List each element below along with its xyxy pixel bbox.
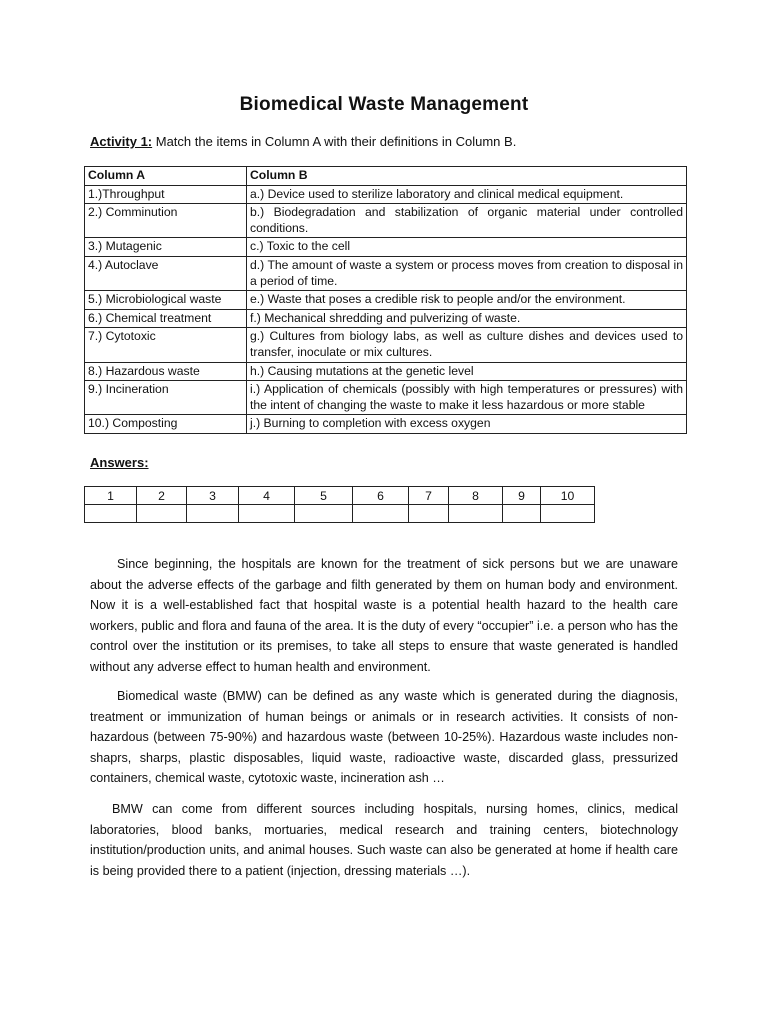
answer-number: 7 — [409, 487, 449, 505]
column-a-header: Column A — [85, 167, 247, 186]
answer-blank-cell[interactable] — [541, 505, 595, 523]
table-header-row — [85, 167, 687, 186]
answers-label: Answers: — [90, 455, 149, 470]
activity-instruction — [90, 134, 516, 149]
answer-blank-cell[interactable] — [295, 505, 353, 523]
table-row — [85, 362, 687, 381]
table-row — [85, 328, 687, 362]
table-row — [85, 415, 687, 434]
definition-cell: i.) Application of chemicals (possibly with high temperatures or pressures) with the intent of changing the waste to make it less hazardous or more stable — [247, 381, 687, 415]
answer-number: 4 — [239, 487, 295, 505]
term-cell: 2.) Comminution — [85, 204, 247, 238]
term-cell: 6.) Chemical treatment — [85, 309, 247, 328]
term-cell: 10.) Composting — [85, 415, 247, 434]
term-cell: 7.) Cytotoxic — [85, 328, 247, 362]
answer-blank-cell[interactable] — [409, 505, 449, 523]
table-row — [85, 381, 687, 415]
answer-number: 10 — [541, 487, 595, 505]
answer-number: 6 — [353, 487, 409, 505]
term-cell: 3.) Mutagenic — [85, 238, 247, 257]
answer-number: 9 — [503, 487, 541, 505]
term-cell: 1.)Throughput — [85, 185, 247, 204]
table-row — [85, 309, 687, 328]
matching-table — [84, 166, 687, 434]
answer-blank-cell[interactable] — [353, 505, 409, 523]
table-row — [85, 291, 687, 310]
answer-number: 1 — [85, 487, 137, 505]
term-cell: 9.) Incineration — [85, 381, 247, 415]
answer-number: 2 — [137, 487, 187, 505]
activity-label: Activity 1: — [90, 134, 153, 149]
answer-blank-cell[interactable] — [503, 505, 541, 523]
table-row — [85, 185, 687, 204]
answers-number-row — [85, 487, 595, 505]
answer-blank-cell[interactable] — [137, 505, 187, 523]
body-paragraph: BMW can come from different sources including hospitals, nursing homes, clinics, medical laboratories, blood banks, mortuaries, medical research and training centers, biotechnology institution/production units, and animal houses. Such waste can also be generated at home if health care is being provided there to a patient (injection, dressing materials …). — [90, 802, 678, 878]
definition-cell: e.) Waste that poses a credible risk to people and/or the environment. — [247, 291, 687, 310]
term-cell: 4.) Autoclave — [85, 256, 247, 290]
column-b-header: Column B — [247, 167, 687, 186]
body-paragraph: Since beginning, the hospitals are known for the treatment of sick persons but we are unaware about the adverse effects of the garbage and filth generated by them on human body and environment. Now it is a well-established fact that hospital waste is a potential health hazard to the health care workers, public and flora and fauna of the area. It is the duty of every “occupier” i.e. a person who has the control over the institution or its premises, to take all steps to ensure that waste generated is handled without any adverse effect to human health and environment. — [90, 557, 678, 674]
definition-cell: d.) The amount of waste a system or process moves from creation to disposal in a period of time. — [247, 256, 687, 290]
answer-blank-cell[interactable] — [239, 505, 295, 523]
answer-blank-cell[interactable] — [187, 505, 239, 523]
definition-cell: h.) Causing mutations at the genetic level — [247, 362, 687, 381]
answer-blank-cell[interactable] — [449, 505, 503, 523]
document-title: Biomedical Waste Management — [239, 94, 529, 115]
answer-number: 8 — [449, 487, 503, 505]
definition-cell: b.) Biodegradation and stabilization of organic material under controlled conditions. — [247, 204, 687, 238]
answer-blank-cell[interactable] — [85, 505, 137, 523]
definition-cell: a.) Device used to sterilize laboratory and clinical medical equipment. — [247, 185, 687, 204]
body-paragraph: Biomedical waste (BMW) can be defined as any waste which is generated during the diagnosis, treatment or immunization of human beings or animals or in research activities. It consists of non-hazardous (between 75-90%) and hazardous waste (between 10-25%). Hazardous waste includes non-shaprs, sharps, plastic disposables, liquid waste, radioactive waste, discarded glass, pressurized containers, chemical waste, cytotoxic waste, incineration ash … — [90, 689, 678, 785]
table-row — [85, 238, 687, 257]
definition-cell: f.) Mechanical shredding and pulverizing of waste. — [247, 309, 687, 328]
answer-number: 3 — [187, 487, 239, 505]
answers-blank-row — [85, 505, 595, 523]
answers-table — [84, 486, 595, 523]
definition-cell: g.) Cultures from biology labs, as well as culture dishes and devices used to transfer, inoculate or mix cultures. — [247, 328, 687, 362]
table-row — [85, 256, 687, 290]
term-cell: 8.) Hazardous waste — [85, 362, 247, 381]
answer-number: 5 — [295, 487, 353, 505]
definition-cell: c.) Toxic to the cell — [247, 238, 687, 257]
definition-cell: j.) Burning to completion with excess oxygen — [247, 415, 687, 434]
table-row — [85, 204, 687, 238]
term-cell: 5.) Microbiological waste — [85, 291, 247, 310]
activity-text: Match the items in Column A with their definitions in Column B. — [152, 134, 517, 149]
